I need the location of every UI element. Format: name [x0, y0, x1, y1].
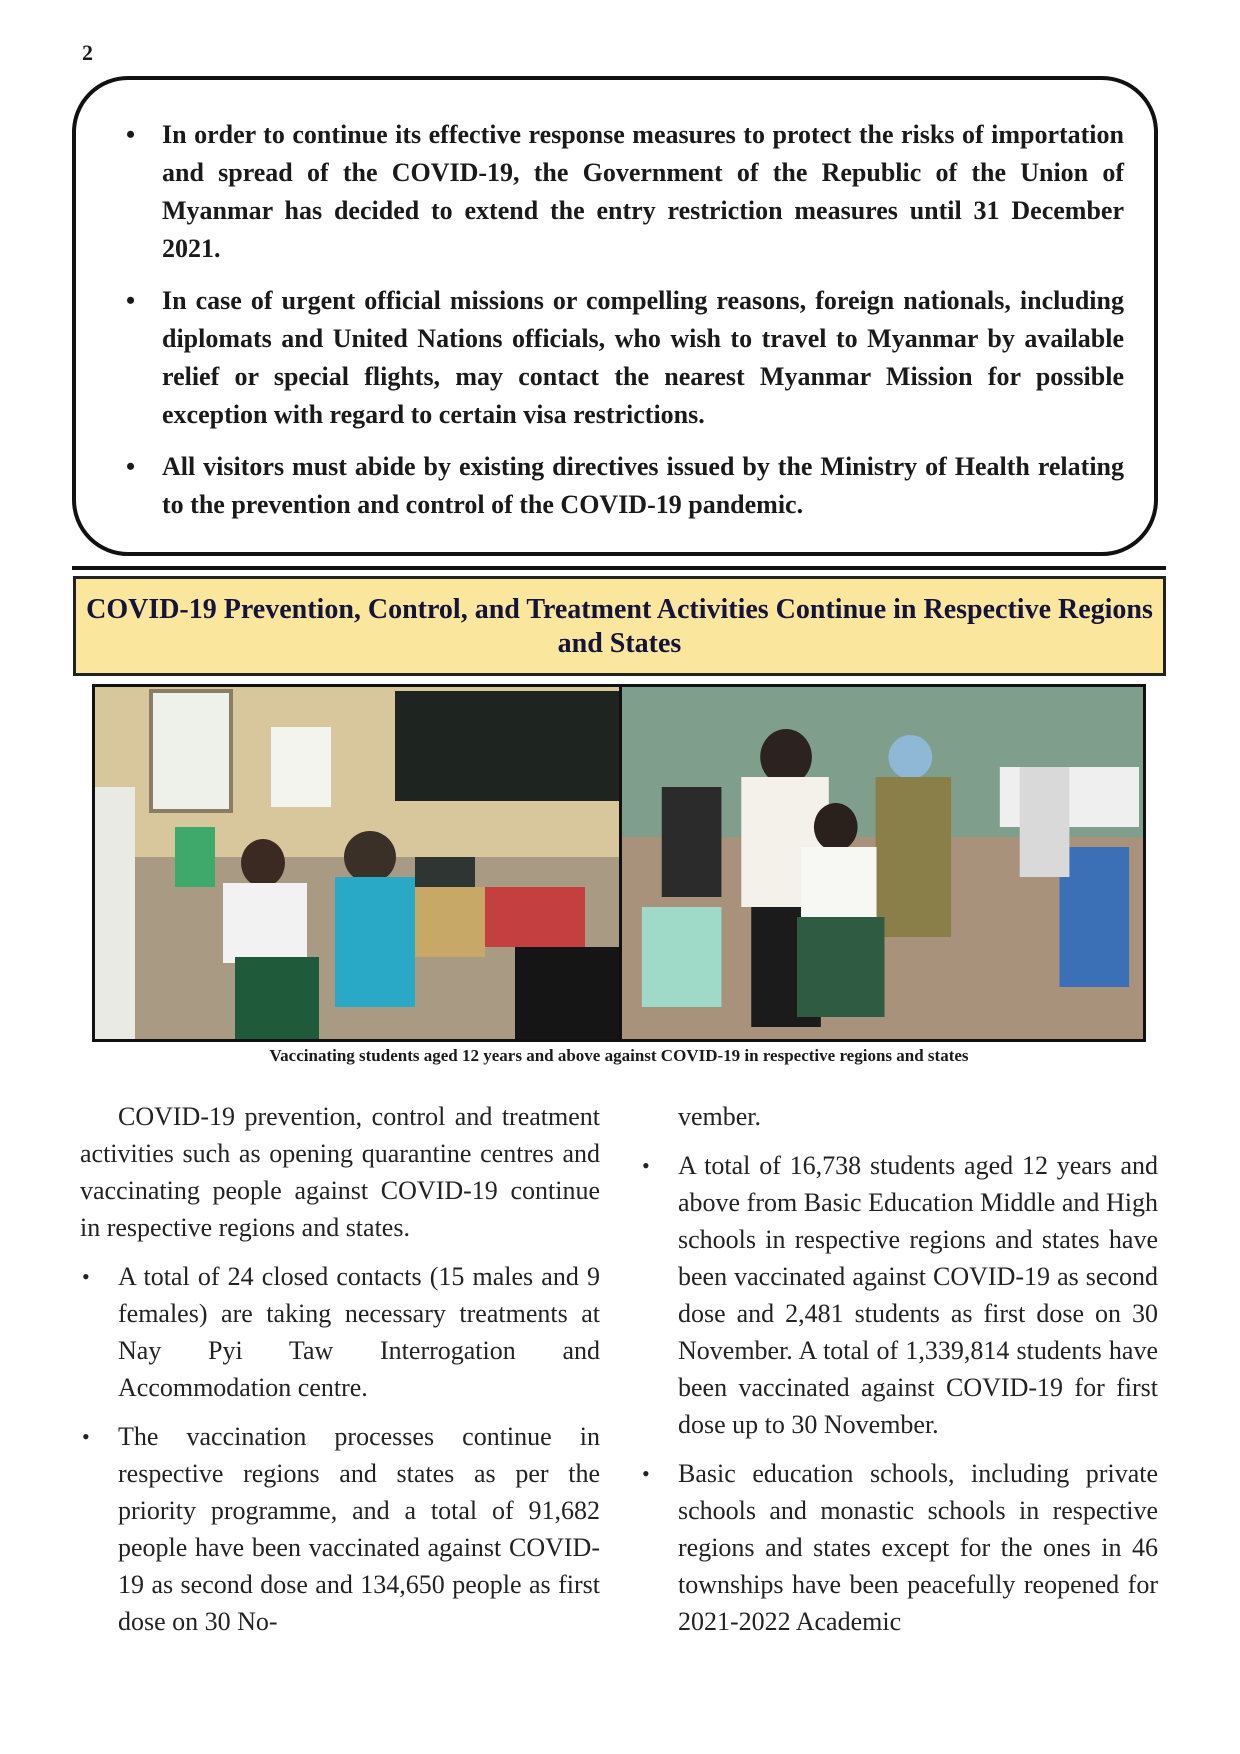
- notice-item: [104, 116, 1124, 268]
- vaccination-photo-right: [622, 687, 1143, 1039]
- article-column-left: [80, 1098, 600, 1640]
- article-bullet: [80, 1258, 600, 1406]
- article-bullet-text: Basic education schools, including private schools and monastic schools in respective regions and states except for the ones in 46 townships have been peacefully reopened for 2021-2022 Academic: [678, 1459, 1158, 1636]
- article-column-right: [640, 1098, 1158, 1640]
- notice-item-text: All visitors must abide by existing directives issued by the Ministry of Health relating to the prevention and control of the COVID-19 pandemic.: [162, 452, 1124, 519]
- article-bullet-text: A total of 16,738 students aged 12 years and above from Basic Education Middle and High schools in respective regions and states have been vaccinated against COVID-19 as second dose and 2,481 students as first dose on 30 November. A total of 1,339,814 students have been vaccinated against COVID-19 for first dose up to 30 November.: [678, 1151, 1158, 1439]
- article-bullet: [640, 1147, 1158, 1443]
- bullet-icon: •: [126, 120, 136, 149]
- bullet-icon: •: [82, 1264, 90, 1289]
- article-bullet: [80, 1418, 600, 1640]
- article-headline: COVID-19 Prevention, Control, and Treatment Activities Continue in Respective Regions and States: [86, 594, 1153, 659]
- section-divider: [72, 566, 1166, 570]
- notice-item-text: In case of urgent official missions or compelling reasons, foreign nationals, including diplomats and United Nations officials, who wish to travel to Myanmar by available relief or special flights, may contact the nearest Myanmar Mission for possible exception with regard to certain visa restrictions.: [162, 286, 1124, 429]
- bullet-icon: •: [126, 452, 136, 481]
- article-bullet-list: [640, 1147, 1158, 1640]
- vaccination-photo-left: [95, 687, 622, 1039]
- article-continuation: vember.: [678, 1102, 762, 1131]
- notice-item: [104, 282, 1124, 434]
- bullet-icon: •: [642, 1461, 650, 1486]
- article-bullet-text: The vaccination processes continue in respective regions and states as per the priority programme, and a total of 91,682 people have been vaccinated against COVID-19 as second dose and 134,650 people as first dose on 30 No-: [118, 1422, 600, 1636]
- bullet-icon: •: [82, 1424, 90, 1449]
- photo-frame: [92, 684, 1146, 1042]
- article-bullet: [640, 1455, 1158, 1640]
- article-intro: COVID-19 prevention, control and treatment activities such as opening quarantine centres and vaccinating people against COVID-19 continue in respective regions and states.: [80, 1102, 600, 1242]
- notice-list: [104, 116, 1124, 538]
- bullet-icon: •: [126, 286, 136, 315]
- photo-caption: Vaccinating students aged 12 years and above against COVID-19 in respective regions and states: [269, 1046, 969, 1065]
- page-number: 2: [82, 40, 93, 65]
- headline-box: [73, 576, 1166, 676]
- notice-item: [104, 448, 1124, 524]
- notice-box: [72, 76, 1158, 556]
- bullet-icon: •: [642, 1153, 650, 1178]
- article-bullet-text: A total of 24 closed contacts (15 males and 9 females) are taking necessary treatments at Nay Pyi Taw Interrogation and Accommodation centre.: [118, 1262, 600, 1402]
- notice-item-text: In order to continue its effective response measures to protect the risks of importation and spread of the COVID-19, the Government of the Republic of the Union of Myanmar has decided to extend the entry restriction measures until 31 December 2021.: [162, 120, 1124, 263]
- article-bullet-list: [80, 1258, 600, 1640]
